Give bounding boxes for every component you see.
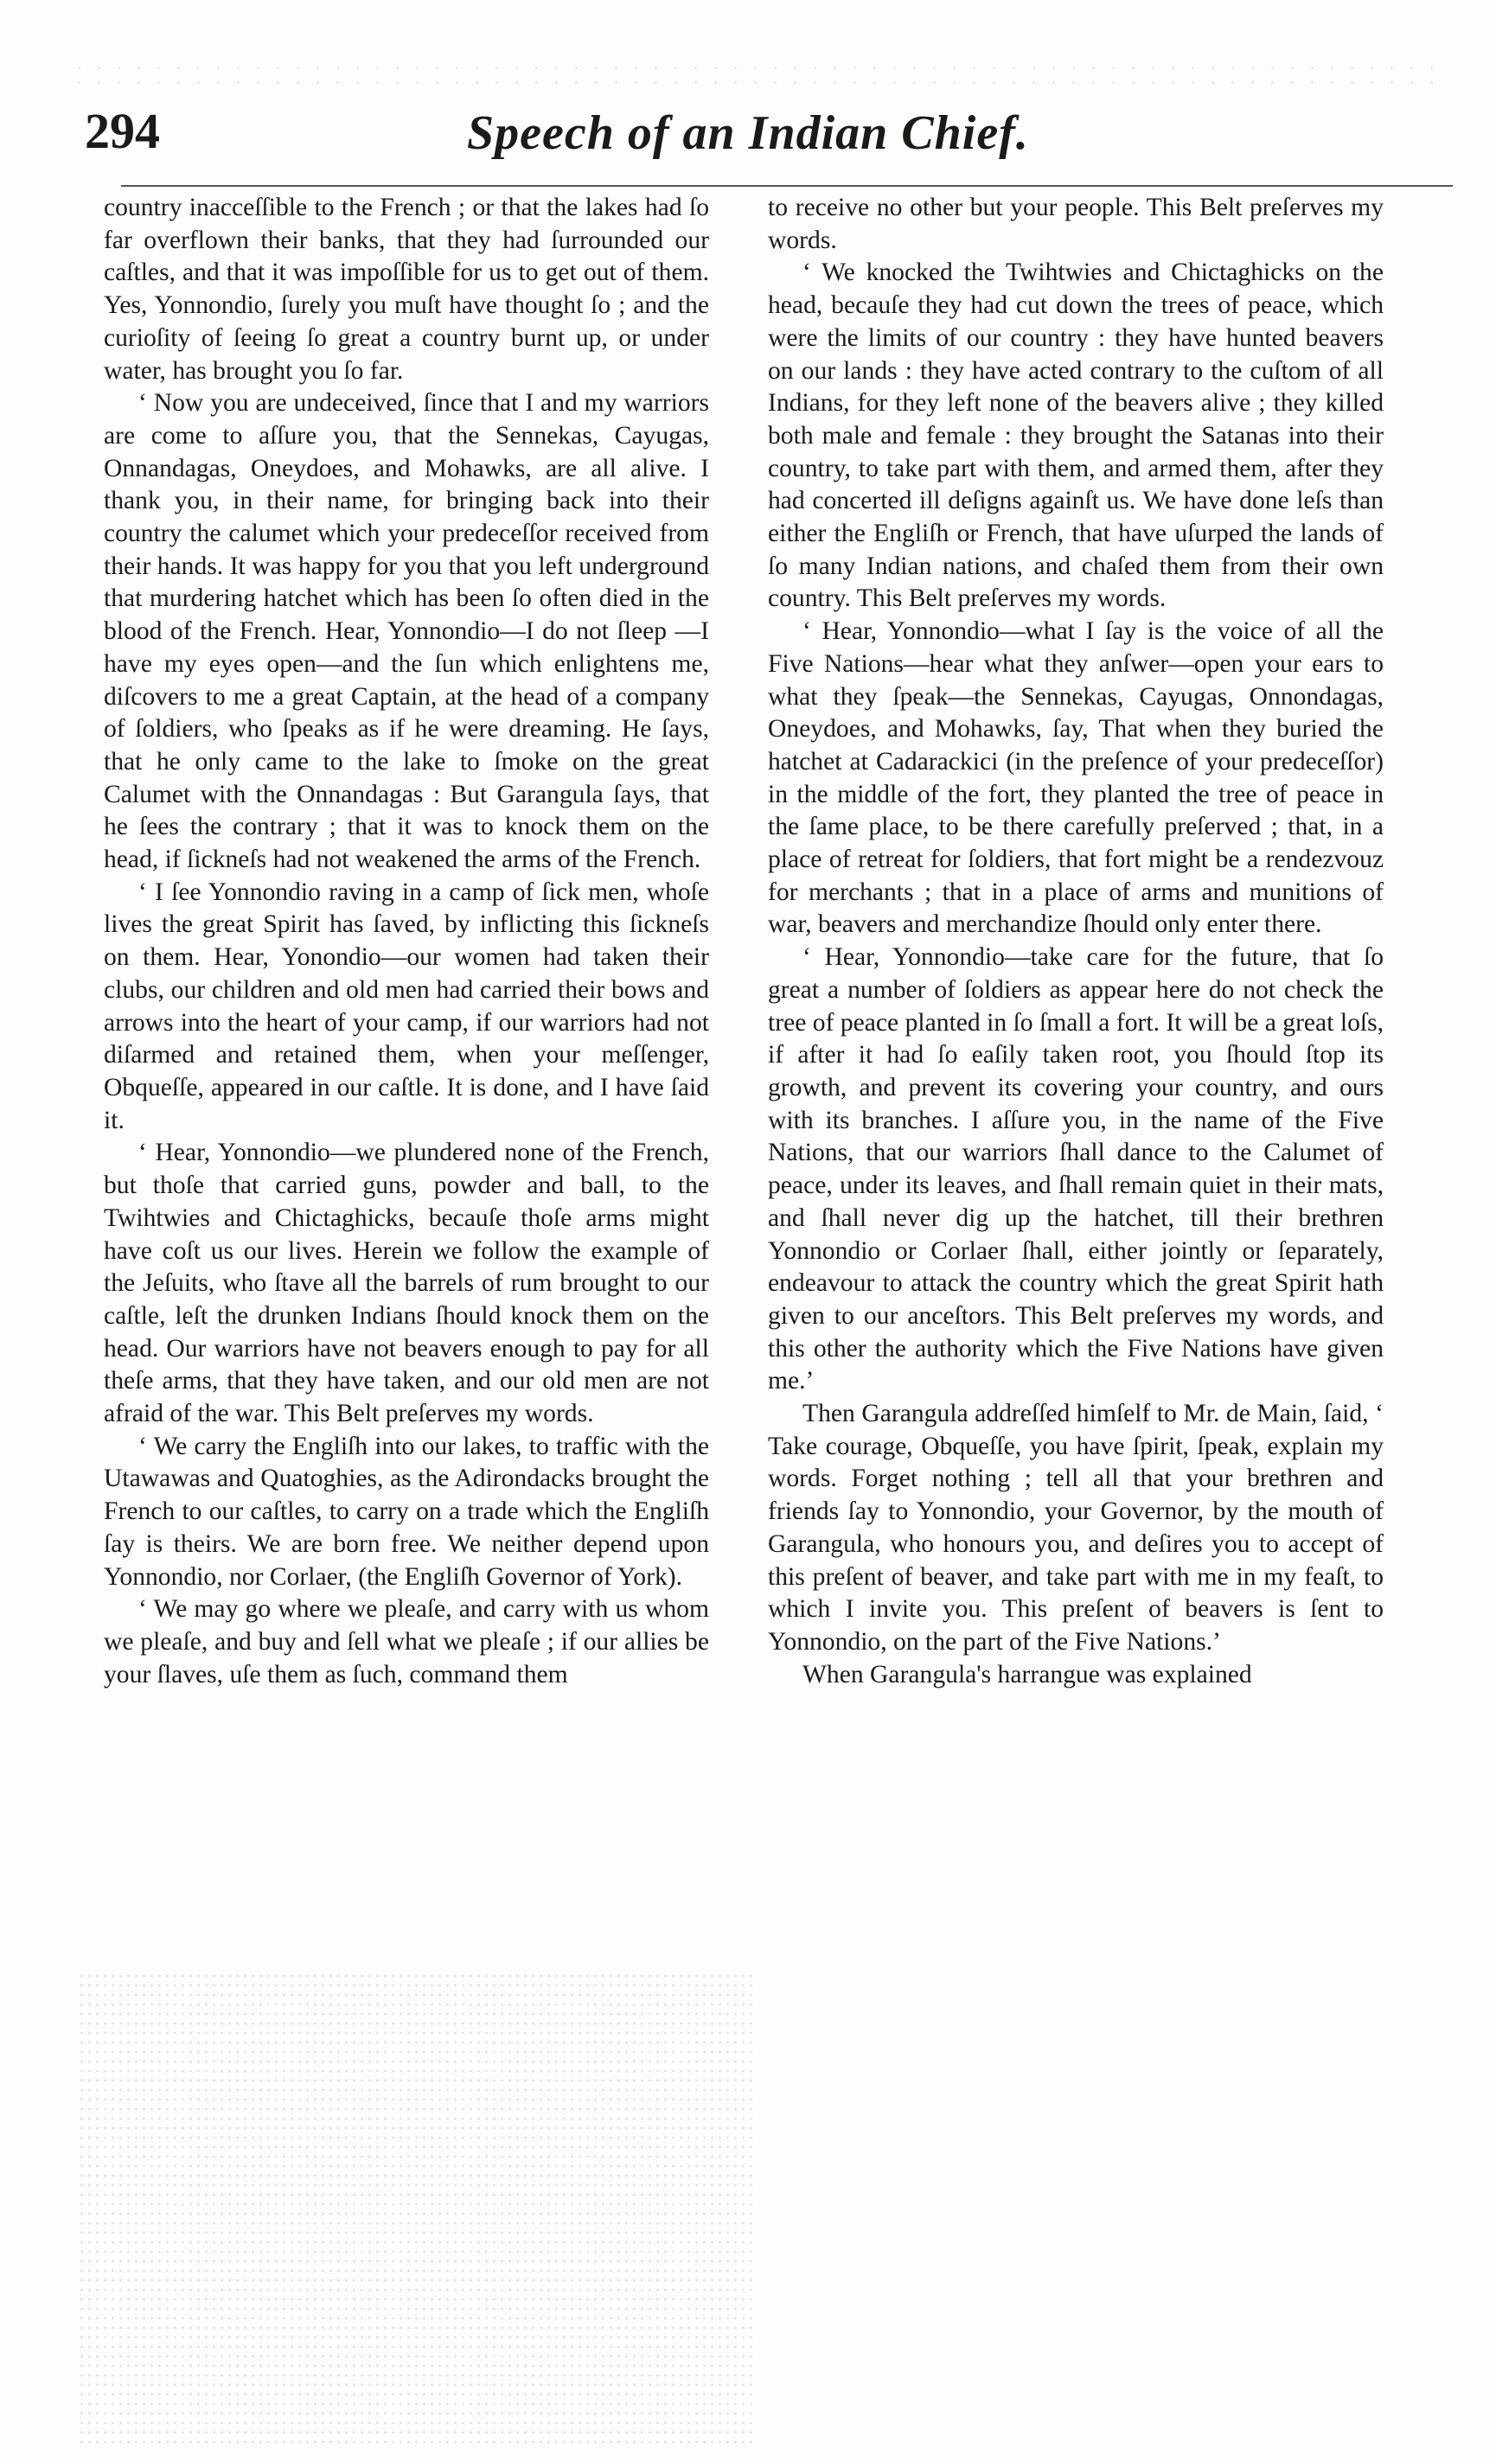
paragraph: ‘ We carry the Engliſh into our lakes, to traffic with the Utawawas and Quatoghies, as the Adirondacks brought the French to our caſtles, to carry on a trade which the Engliſh ſay is theirs. We are born free. We neither depend upon Yonnondio, nor Corlaer, (the Engliſh Governor of York). <box>104 1432 709 1591</box>
paragraph: ‘ Hear, Yonnondio—what I ſay is the voice of all the Five Nations—hear what they anſwer—open your ears to what they ſpeak—the Sennekas, Cayugas, Onnondagas, Oneydoes, and Mohawks, ſay, That when they buried the hatchet at Cadarackici (in the preſence of your predeceſſor) in the middle of the fort, they planted the tree of peace in the ſame place, to be there carefully preſerved ; that, in a place of retreat for ſoldiers, that fort might be a rendezvouz for merchants ; that in a place of arms and munitions of war, beavers and merchandize ſhould only enter there. <box>768 617 1384 939</box>
paragraph: ‘ Hear, Yonnondio—we plundered none of the French, but thoſe that carried guns, powder and ball, to the Twihtwies and Chictaghicks, becauſe thoſe arms might have coſt us our lives. Herein we follow the example of the Jeſuits, who ſtave all the barrels of rum brought to our caſtle, leſt the drunken Indians ſhould knock them on the head. Our warriors have not beavers enough to pay for all theſe arms, that they have taken, and our old men are not afraid of the war. This Belt preſerves my words. <box>104 1139 709 1428</box>
paragraph: ‘ We may go where we pleaſe, and carry with us whom we pleaſe, and buy and ſell what we pleaſe ; if our allies be your ſlaves, uſe them as ſuch, command them <box>104 1595 709 1688</box>
print-speckle-top <box>69 61 1435 95</box>
page-number: 294 <box>85 103 160 159</box>
header-rule <box>121 185 1453 187</box>
paragraph: country inacceſſible to the French ; or that the lakes had ſo far overflown their banks, that they had ſurrounded our caſtles, and that it was impoſſible for us to get out of them. Yes, Yonnondio, ſurely you muſt have thought ſo ; and the curioſity of ſeeing ſo great a country burnt up, or under water, has brought you ſo far. <box>104 194 709 385</box>
left-column <box>104 192 709 1691</box>
paragraph: Then Garangula addreſſed himſelf to Mr. de Main, ſaid, ‘ Take courage, Obqueſſe, you have ſpirit, ſpeak, explain my words. Forget nothing ; tell all that your brethren and friends ſay to Yonnondio, your Governor, by the mouth of Garangula, who honours you, and deſires you to accept of this preſent of beaver, and take part with me in my feaſt, to which I invite you. This preſent of beavers is ſent to Yonnondio, on the part of the Five Nations.’ <box>768 1400 1384 1656</box>
paragraph: to receive no other but your people. This Belt preſerves my words. <box>768 194 1384 254</box>
paragraph: ‘ Now you are undeceived, ſince that I and my warriors are come to aſſure you, that the Sennekas, Cayugas, Onnandagas, Oneydoes, and Mohawks, are all alive. I thank you, in their name, for bringing back into their country the calumet which your predeceſſor received from their hands. It was happy for you that you left underground that murdering hatchet which has been ſo often died in the blood of the French. Hear, Yonnondio—I do not ſleep —I have my eyes open—and the ſun which enlightens me, diſcovers to me a great Captain, at the head of a company of ſoldiers, who ſpeaks as if he were dreaming. He ſays, that he only came to the lake to ſmoke on the great Calumet with the Onnandagas : But Garangula ſays, that he ſees the contrary ; that it was to knock them on the head, if ſickneſs had not weakened the arms of the French. <box>104 389 709 874</box>
right-column <box>768 192 1384 1691</box>
page-header <box>69 102 1418 188</box>
paragraph: When Garangula's harrangue was explained <box>802 1660 1252 1688</box>
paragraph: ‘ We knocked the Twihtwies and Chictaghicks on the head, becauſe they had cut down the trees of peace, which were the limits of our country : they have hunted beavers on our lands : they have acted contrary to the cuſtom of all Indians, for they left none of the beavers alive ; they killed both male and female : they brought the Satanas into their country, to take part with them, and armed them, after they had concerted ill deſigns againſt us. We have done leſs than either the Engliſh or French, that have uſurped the lands of ſo many Indian nations, and chaſed them from their own country. This Belt preſerves my words. <box>768 259 1384 613</box>
print-speckle-bottom <box>78 1971 752 2447</box>
paragraph: ‘ Hear, Yonnondio—take care for the future, that ſo great a number of ſoldiers as appear here do not check the tree of peace planted in ſo ſmall a fort. It will be a great loſs, if after it had ſo eaſily taken root, you ſhould ſtop its growth, and prevent its covering your country, and ours with its branches. I aſſure you, in the name of the Five Nations, that our warriors ſhall dance to the Calumet of peace, under its leaves, and ſhall remain quiet in their mats, and ſhall never dig up the hatchet, till their brethren Yonnondio or Corlaer ſhall, either jointly or ſeparately, endeavour to attack the country which the great Spirit hath given to our anceſtors. This Belt preſerves my words, and this other the authority which the Five Nations have given me.’ <box>768 943 1384 1395</box>
running-head: Speech of an Indian Chief. <box>467 106 1029 160</box>
paragraph: ‘ I ſee Yonnondio raving in a camp of ſick men, whoſe lives the great Spirit has ſaved, by inflicting this ſickneſs on them. Hear, Yonondio—our women had taken their clubs, our children and old men had carried their bows and arrows into the heart of your camp, if our warriors had not diſarmed and retained them, when your meſſenger, Obqueſſe, appeared in our caſtle. It is done, and I have ſaid it. <box>104 878 709 1134</box>
